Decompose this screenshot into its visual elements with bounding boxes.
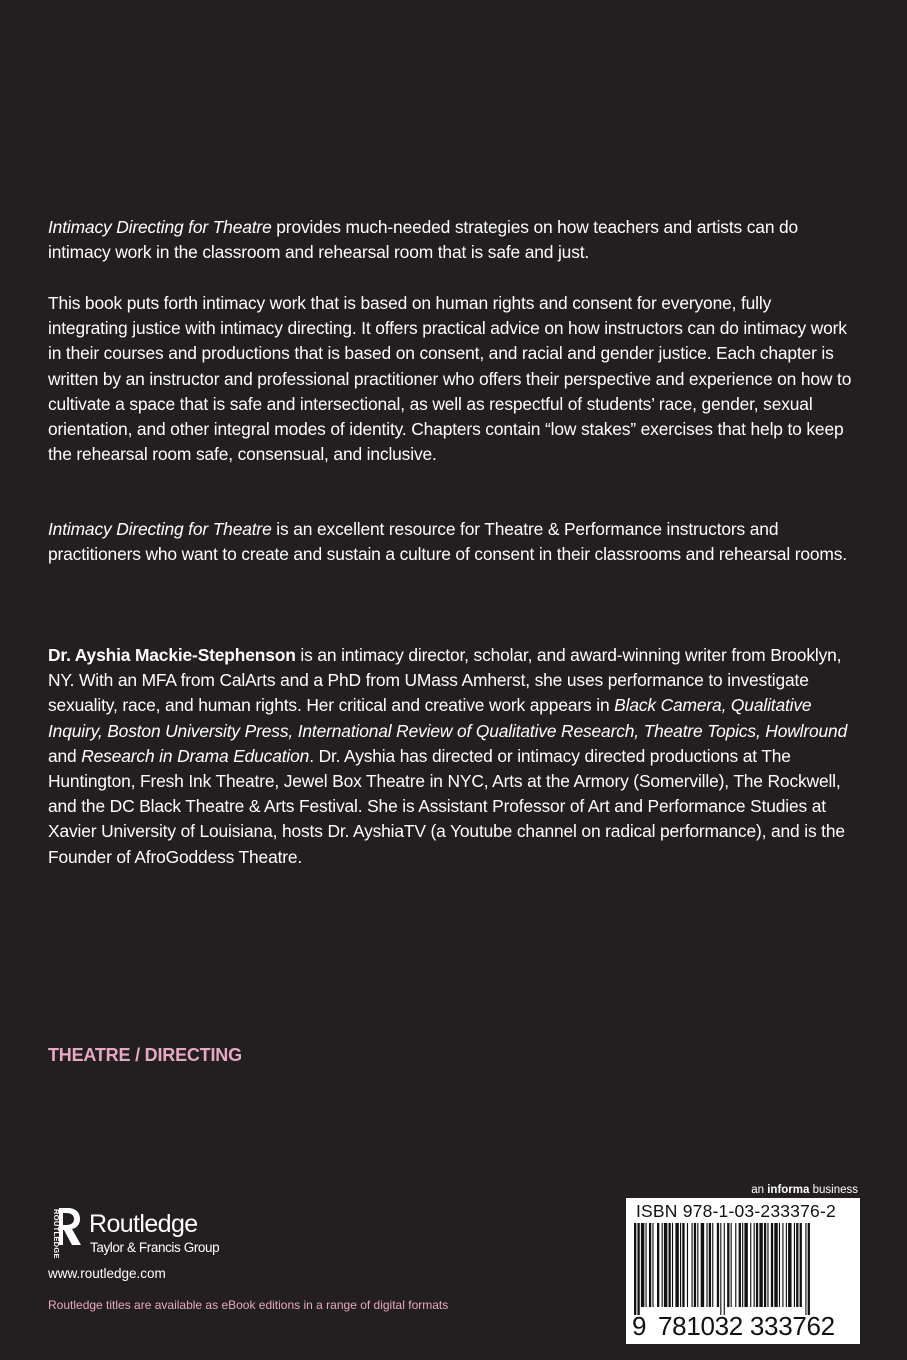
barcode-bar: [808, 1223, 810, 1315]
barcode-bar: [697, 1223, 698, 1307]
barcode-bar: [641, 1223, 644, 1307]
barcode-bar: [774, 1223, 777, 1307]
barcode-bars: [634, 1223, 852, 1315]
barcode-bar: [731, 1223, 732, 1307]
barcode-bar: [672, 1223, 673, 1307]
bio-text: and: [48, 745, 82, 766]
barcode-bar: [759, 1223, 762, 1307]
barcode-bar: [706, 1223, 707, 1307]
book-title: Intimacy Directing for Theatre: [48, 217, 272, 237]
informa-brand: informa: [767, 1184, 810, 1196]
barcode-bar: [794, 1223, 795, 1307]
barcode-bar: [694, 1223, 696, 1307]
barcode-bar: [712, 1223, 713, 1307]
barcode-bar: [782, 1223, 783, 1307]
barcode-bar: [756, 1223, 758, 1307]
barcode-bar: [750, 1223, 751, 1307]
barcode-bar: [717, 1223, 719, 1307]
barcode-bar: [739, 1223, 741, 1307]
barcode-bar: [692, 1223, 693, 1307]
author-bio: [48, 643, 854, 870]
bio-text: . Dr. Ayshia has directed or intimacy directed productions at The Huntington, Fresh Ink Theatre, Jewel Box Theatre in NYC, Arts at the Armory (Somerville), The Rockwell, and the DC Black Theatre & Arts Festival. She is Assistant Professor of Art and Performance Studies at Xavier University of Louisiana, hosts Dr. AyshiaTV (a Youtube channel on radical performance), and is the Founder of AfroGoddess Theatre.: [48, 745, 845, 867]
barcode-bar: [657, 1223, 659, 1307]
barcode-bar: [680, 1223, 681, 1307]
informa-suffix: business: [809, 1184, 858, 1196]
blurb-text: provides much-needed strategies on how teachers and artists can do intimacy work in the classroom and rehearsal room that is safe and just.: [48, 217, 799, 263]
barcode-bar: [720, 1223, 721, 1315]
blurb-paragraph-2: This book puts forth intimacy work that is based on human rights and consent for everyone, fully integrating justice with intimacy directing. It offers practical advice on how instructors can do intimacy work in their courses and productions that is based on consent, and racial and gender justice. Each chapter is written by an instructor and professional practitioner who offers their perspective and experience on how to cultivate a space that is safe and intersectional, as well as respectful of students’ race, gender, sexual orientation, and other integral modes of identity. Chapters contain “low stakes” exercises that help to keep the rehearsal room safe, consensual, and inclusive.: [48, 293, 852, 465]
routledge-vertical-text: ROUTLEDGE: [52, 1209, 61, 1259]
barcode-bar: [754, 1223, 755, 1307]
informa-prefix: an: [751, 1184, 768, 1196]
informa-tagline: [0, 1184, 858, 1196]
blurb-paragraph-1: [48, 215, 854, 265]
routledge-logo: [45, 1207, 235, 1263]
barcode-bar: [724, 1223, 725, 1315]
barcode-bar: [682, 1223, 684, 1307]
barcode-bar: [662, 1223, 663, 1307]
barcode-first-digit: 9: [632, 1311, 647, 1341]
isbn-label: ISBN 978-1-03-233376-2: [636, 1201, 836, 1221]
barcode-bar: [744, 1223, 747, 1307]
barcode-bar: [771, 1223, 773, 1307]
barcode-bar: [669, 1223, 671, 1307]
bio-publications: Black Camera, Qualitative Inquiry, Boston University Press, International Review of Qualitative Research, Theatre Topics, Howlround: [48, 695, 848, 741]
barcode-bar: [709, 1223, 711, 1307]
barcode-bar: [735, 1223, 736, 1307]
blurb-paragraph-3: [48, 517, 854, 567]
barcode-bar: [701, 1223, 704, 1307]
publisher-url[interactable]: www.routledge.com: [48, 1266, 166, 1281]
barcode-bar: [637, 1223, 639, 1315]
barcode-bar: [805, 1223, 806, 1315]
publisher-group: Taylor & Francis Group: [90, 1240, 220, 1255]
barcode-digits: [626, 1311, 860, 1343]
routledge-r-icon: [45, 1207, 81, 1263]
barcode-bar: [652, 1223, 653, 1307]
barcode-bar: [649, 1223, 651, 1307]
bio-publications: Research in Drama Education: [81, 745, 310, 766]
barcode-bar: [742, 1223, 743, 1307]
barcode-bar: [634, 1223, 636, 1315]
bio-text: is an intimacy director, scholar, and award-winning writer from Brooklyn, NY. With an MFA from CalArts and a PhD from UMass Amherst, she uses performance to investigate sexuality, race, and human rights. Her critical and creative work appears in: [48, 645, 842, 716]
barcode-bar: [796, 1223, 798, 1307]
barcode-bar: [687, 1223, 688, 1307]
barcode: [626, 1198, 860, 1344]
barcode-bar: [767, 1223, 768, 1307]
book-title: Intimacy Directing for Theatre: [48, 519, 272, 539]
subject-category: THEATRE / DIRECTING: [48, 1045, 242, 1065]
ebook-note: Routledge titles are available as eBook editions in a range of digital formats: [48, 1298, 449, 1312]
blurb-text: is an excellent resource for Theatre & Performance instructors and practitioners who want to create and sustain a culture of consent in their classrooms and rehearsal rooms.: [48, 519, 847, 565]
barcode-bar: [786, 1223, 787, 1307]
barcode-bar: [764, 1223, 766, 1307]
barcode-bar: [646, 1223, 647, 1307]
barcode-bar: [779, 1223, 780, 1307]
barcode-bar: [675, 1223, 678, 1307]
author-name: Dr. Ayshia Mackie-Stephenson: [48, 645, 296, 665]
barcode-bar: [788, 1223, 791, 1307]
barcode-bar: [800, 1223, 802, 1307]
barcode-bar: [664, 1223, 667, 1307]
publisher-name: Routledge: [89, 1210, 198, 1238]
barcode-bar: [727, 1223, 729, 1307]
barcode-number: 781032 333762: [658, 1311, 835, 1341]
